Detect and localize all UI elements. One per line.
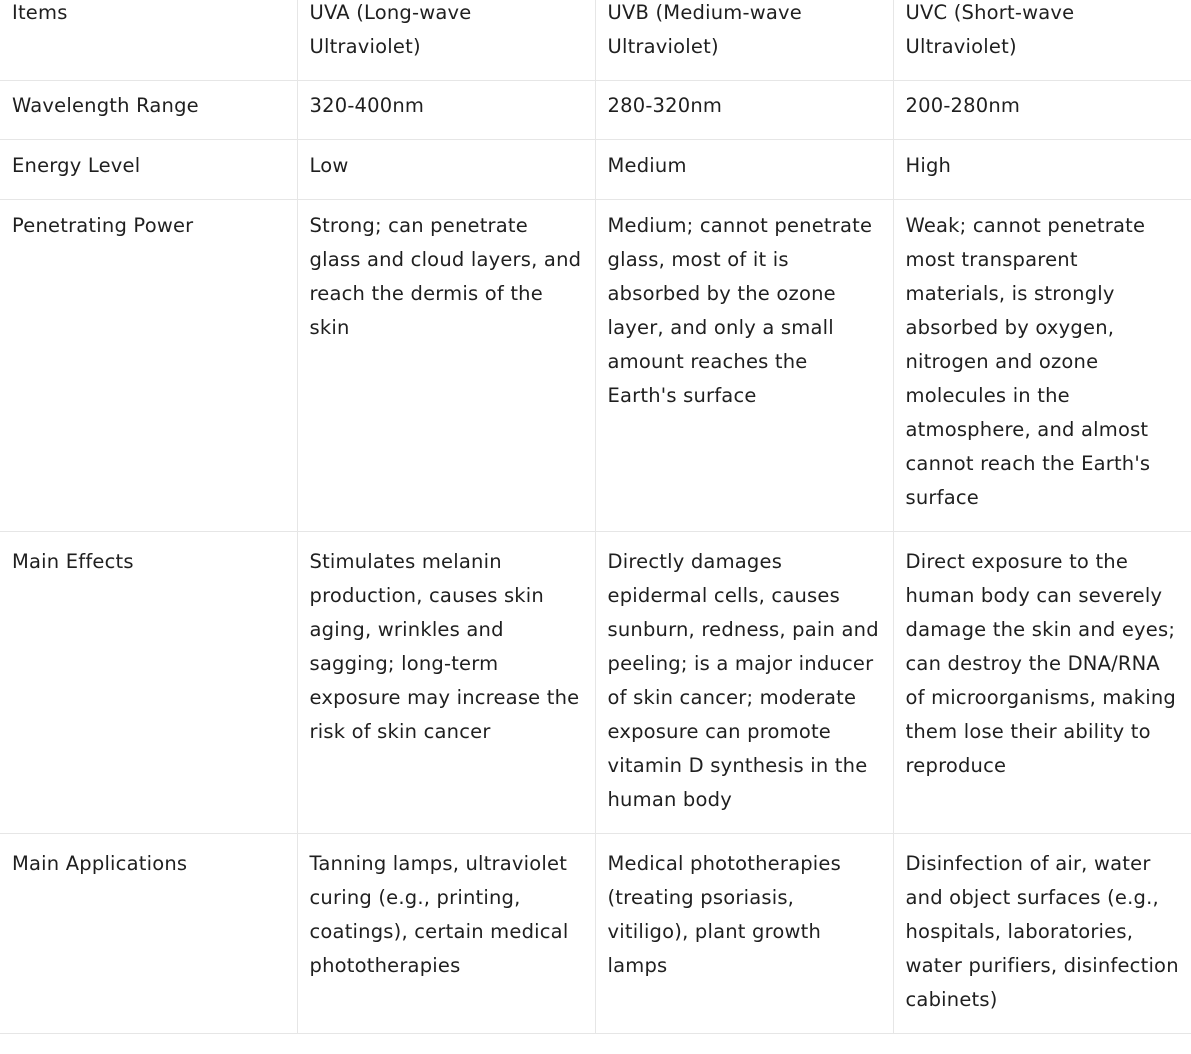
table-cell: 280-320nm (595, 81, 893, 140)
table-cell: 320-400nm (297, 81, 595, 140)
table-cell: Directly damages epidermal cells, causes sunburn, redness, pain and peeling; is a major inducer of skin cancer; moderate exposure can promote vitamin D synthesis in the human body (595, 532, 893, 834)
table-cell: 200-280nm (893, 81, 1191, 140)
table-cell: High (893, 140, 1191, 200)
table-cell: Stimulates melanin production, causes skin aging, wrinkles and sagging; long-term exposure may increase the risk of skin cancer (297, 532, 595, 834)
table-cell: Low (297, 140, 595, 200)
table-row (0, 200, 1191, 532)
table-row (0, 140, 1191, 200)
table-cell: Energy Level (0, 140, 297, 200)
table-row (0, 834, 1191, 1034)
table-header-row (0, 0, 1191, 81)
table-cell: Medium; cannot penetrate glass, most of it is absorbed by the ozone layer, and only a small amount reaches the Earth's surface (595, 200, 893, 532)
table-cell: UVC (Short-wave Ultraviolet) (893, 0, 1191, 81)
table-cell: Items (0, 0, 297, 81)
table-cell: Penetrating Power (0, 200, 297, 532)
table-cell: Weak; cannot penetrate most transparent materials, is strongly absorbed by oxygen, nitrogen and ozone molecules in the atmosphere, and almost cannot reach the Earth's surface (893, 200, 1191, 532)
table-cell: UVA (Long-wave Ultraviolet) (297, 0, 595, 81)
table-cell: Direct exposure to the human body can severely damage the skin and eyes; can destroy the DNA/RNA of microorganisms, making them lose their ability to reproduce (893, 532, 1191, 834)
table-row (0, 81, 1191, 140)
table-cell: Strong; can penetrate glass and cloud layers, and reach the dermis of the skin (297, 200, 595, 532)
table-cell: Main Applications (0, 834, 297, 1034)
table-cell: UVB (Medium-wave Ultraviolet) (595, 0, 893, 81)
table-cell: Tanning lamps, ultraviolet curing (e.g., printing, coatings), certain medical phototherapies (297, 834, 595, 1034)
table-cell: Main Effects (0, 532, 297, 834)
table-cell: Medium (595, 140, 893, 200)
table-cell: Disinfection of air, water and object surfaces (e.g., hospitals, laboratories, water purifiers, disinfection cabinets) (893, 834, 1191, 1034)
table-cell: Wavelength Range (0, 81, 297, 140)
table-cell: Medical phototherapies (treating psoriasis, vitiligo), plant growth lamps (595, 834, 893, 1034)
table-row (0, 532, 1191, 834)
